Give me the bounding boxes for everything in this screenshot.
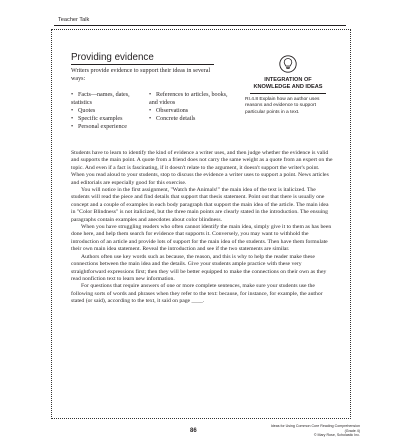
standard-title: INTEGRATION OF KNOWLEDGE AND IDEAS [253, 77, 323, 90]
credit-line: Ideas for Using Common Core Reading Comprehension (Grade 4) © Mary Rose, Scholastic Inc. [270, 424, 360, 438]
list-item: • Concrete details [149, 116, 196, 122]
list-item: • Facts—names, dates, statistics [71, 92, 130, 106]
standard-text: RI.4.8 Explain how an author uses reasons and evidence to support particular points in a text. [245, 97, 320, 115]
list-item: • Quotes [71, 108, 96, 114]
list-item: • Specific examples [71, 116, 123, 122]
page-number: 86 [190, 428, 197, 434]
paragraph: Students have to learn to identify the kind of evidence a writer uses, and then judge whether the evidence is valid and supports the main point. A quote from a friend does not carry the same weight as a quote from an expert on the topic. And even if a fact is fascinating, if it doesn't relate to the argument, it doesn't support the writer's point. When you read aloud to your students, stop to discuss the evidence a writer uses to support a point. News articles and editorials are especially good for this exercise. [71, 150, 333, 186]
standard-rule [250, 93, 326, 94]
header-rule [54, 25, 346, 26]
section-title: Providing evidence [71, 52, 154, 63]
body-text [71, 150, 333, 306]
lightbulb-icon [279, 55, 297, 73]
section-intro: Writers provide evidence to support their ideas in several ways: [71, 68, 211, 82]
list-item: • Observations [149, 108, 189, 114]
title-rule [71, 64, 214, 65]
standard-box [242, 55, 334, 153]
paragraph: For questions that require answers of one or more complete sentences, make sure your students use the following sorts of words and phrases when they refer to the text: because, for instance, for example, the author stated (or said), according to the text, it said on page ____. [71, 283, 323, 305]
list-item: • References to articles, books, and videos [149, 92, 228, 106]
running-header: Teacher Talk [58, 17, 90, 23]
list-item: • Personal experience [71, 124, 127, 130]
paragraph: Authors often use key words such as because, the reason, and this is why to help the reader make these connections between the main idea and the details. Give your students ample practice with these very straightforward expressions first; then they will be better equipped to make the connections on their own as they read nonfiction text to learn new information. [71, 253, 327, 282]
paragraph: You will notice in the first assignment, "Watch the Animals!" the main idea of the text is italicized. The students will read the piece and find details that support that thesis statement. Point out that there is usually one concept and a couple of examples in each body paragraph that support the main idea of the article. The main idea in "Color Blindness" is not italicized, but the three main points are clearly stated in the introduction. The ensuing paragraphs contain examples and anecdotes about color blindness. [71, 187, 329, 223]
paragraph: When you have struggling readers who often cannot identify the main idea, simply give it to them as has been done here, and help them search for evidence that supports it. Conversely, you may want to withhold the introduction of an article and provide lots of support for the main idea of the students. Then have them formulate their own main idea statement. Reveal the introduction and see if the two statements are similar. [71, 224, 332, 253]
